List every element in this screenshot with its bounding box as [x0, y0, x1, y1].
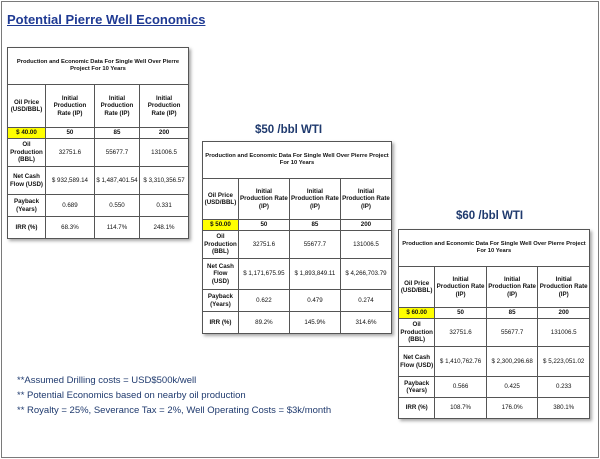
oil-price-value: $ 40.00: [8, 128, 46, 139]
table-row: [399, 398, 590, 419]
cell: $ 932,589.14: [46, 167, 95, 195]
ip-header: Initial Production Rate (IP): [289, 179, 340, 220]
ip-header: Initial Production Rate (IP): [46, 85, 95, 128]
cell: $ 1,410,762.76: [435, 347, 487, 377]
assumption-notes: [17, 373, 331, 418]
row-label: Payback (Years): [8, 195, 46, 217]
row-label: Oil Production (BBL): [399, 319, 435, 347]
cell: 89.2%: [238, 312, 289, 334]
table-caption: Production and Economic Data For Single Well Over Pierre Project For 10 Years: [203, 142, 392, 179]
page-title: Potential Pierre Well Economics: [7, 12, 206, 27]
cell: 145.9%: [289, 312, 340, 334]
cell: $ 1,893,849.11: [289, 259, 340, 290]
price-label-60: $60 /bbl WTI: [456, 210, 524, 222]
rate-value: 50: [238, 220, 289, 231]
cell: 32751.6: [435, 319, 487, 347]
cell: $ 1,171,675.95: [238, 259, 289, 290]
cell: 0.479: [289, 290, 340, 312]
row-label: Net Cash Flow (USD): [8, 167, 46, 195]
table-row: [8, 217, 189, 239]
oil-price-header: Oil Price (USD/BBL): [399, 267, 435, 308]
ip-header: Initial Production Rate (IP): [140, 85, 189, 128]
cell: 0.233: [538, 377, 590, 398]
cell: 0.689: [46, 195, 95, 217]
cell: 108.7%: [435, 398, 487, 419]
cell: 0.622: [238, 290, 289, 312]
cell: $ 5,223,051.02: [538, 347, 590, 377]
cell: $ 1,487,401.54: [94, 167, 139, 195]
cell: 0.550: [94, 195, 139, 217]
cell: 32751.6: [46, 139, 95, 167]
table-row: [399, 347, 590, 377]
row-label: IRR (%): [203, 312, 239, 334]
cell: $ 2,300,296.68: [486, 347, 538, 377]
ip-header: Initial Production Rate (IP): [435, 267, 487, 308]
table-row: [203, 231, 392, 259]
table-caption: Production and Economic Data For Single Well Over Pierre Project For 10 Years: [399, 230, 590, 267]
table-caption: Production and Economic Data For Single Well Over Pierre Project For 10 Years: [8, 48, 189, 85]
cell: $ 3,310,356.57: [140, 167, 189, 195]
row-label: Net Cash Flow (USD): [203, 259, 239, 290]
economics-table-60: [398, 229, 590, 419]
row-label: Payback (Years): [399, 377, 435, 398]
table-row: [399, 377, 590, 398]
price-label-50: $50 /bbl WTI: [255, 124, 323, 136]
table-row: [399, 319, 590, 347]
row-label: Oil Production (BBL): [203, 231, 239, 259]
cell: 0.566: [435, 377, 487, 398]
cell: 68.3%: [46, 217, 95, 239]
rate-value: 85: [486, 308, 538, 319]
row-label: Net Cash Flow (USD): [399, 347, 435, 377]
oil-price-value: $ 60.00: [399, 308, 435, 319]
oil-price-header: Oil Price (USD/BBL): [203, 179, 239, 220]
rate-value: 200: [140, 128, 189, 139]
note-line: ** Potential Economics based on nearby oil production: [17, 390, 246, 401]
cell: 248.1%: [140, 217, 189, 239]
ip-header: Initial Production Rate (IP): [538, 267, 590, 308]
table-row: [203, 290, 392, 312]
table-row: [8, 139, 189, 167]
oil-price-value: $ 50.00: [203, 220, 239, 231]
rate-value: 50: [435, 308, 487, 319]
row-label: IRR (%): [8, 217, 46, 239]
ip-header: Initial Production Rate (IP): [340, 179, 391, 220]
ip-header: Initial Production Rate (IP): [486, 267, 538, 308]
cell: 131006.5: [538, 319, 590, 347]
cell: 131006.5: [140, 139, 189, 167]
rate-value: 200: [340, 220, 391, 231]
row-label: IRR (%): [399, 398, 435, 419]
row-label: Oil Production (BBL): [8, 139, 46, 167]
cell: 55677.7: [289, 231, 340, 259]
rate-value: 50: [46, 128, 95, 139]
cell: 0.274: [340, 290, 391, 312]
rate-value: 85: [289, 220, 340, 231]
cell: 114.7%: [94, 217, 139, 239]
cell: 131006.5: [340, 231, 391, 259]
table-row: [8, 195, 189, 217]
table-row: [203, 259, 392, 290]
row-label: Payback (Years): [203, 290, 239, 312]
cell: 55677.7: [486, 319, 538, 347]
economics-table-50: [202, 141, 392, 334]
ip-header: Initial Production Rate (IP): [94, 85, 139, 128]
rate-value: 85: [94, 128, 139, 139]
cell: 314.6%: [340, 312, 391, 334]
cell: 0.425: [486, 377, 538, 398]
note-line: **Assumed Drilling costs = USD$500k/well: [17, 375, 197, 386]
note-line: ** Royalty = 25%, Severance Tax = 2%, Well Operating Costs = $3k/month: [17, 405, 332, 416]
cell: 380.1%: [538, 398, 590, 419]
cell: 0.331: [140, 195, 189, 217]
table-row: [8, 167, 189, 195]
cell: $ 4,266,703.79: [340, 259, 391, 290]
ip-header: Initial Production Rate (IP): [238, 179, 289, 220]
rate-value: 200: [538, 308, 590, 319]
cell: 32751.6: [238, 231, 289, 259]
oil-price-header: Oil Price (USD/BBL): [8, 85, 46, 128]
cell: 55677.7: [94, 139, 139, 167]
table-row: [203, 312, 392, 334]
cell: 176.0%: [486, 398, 538, 419]
economics-table-40: [7, 47, 189, 239]
